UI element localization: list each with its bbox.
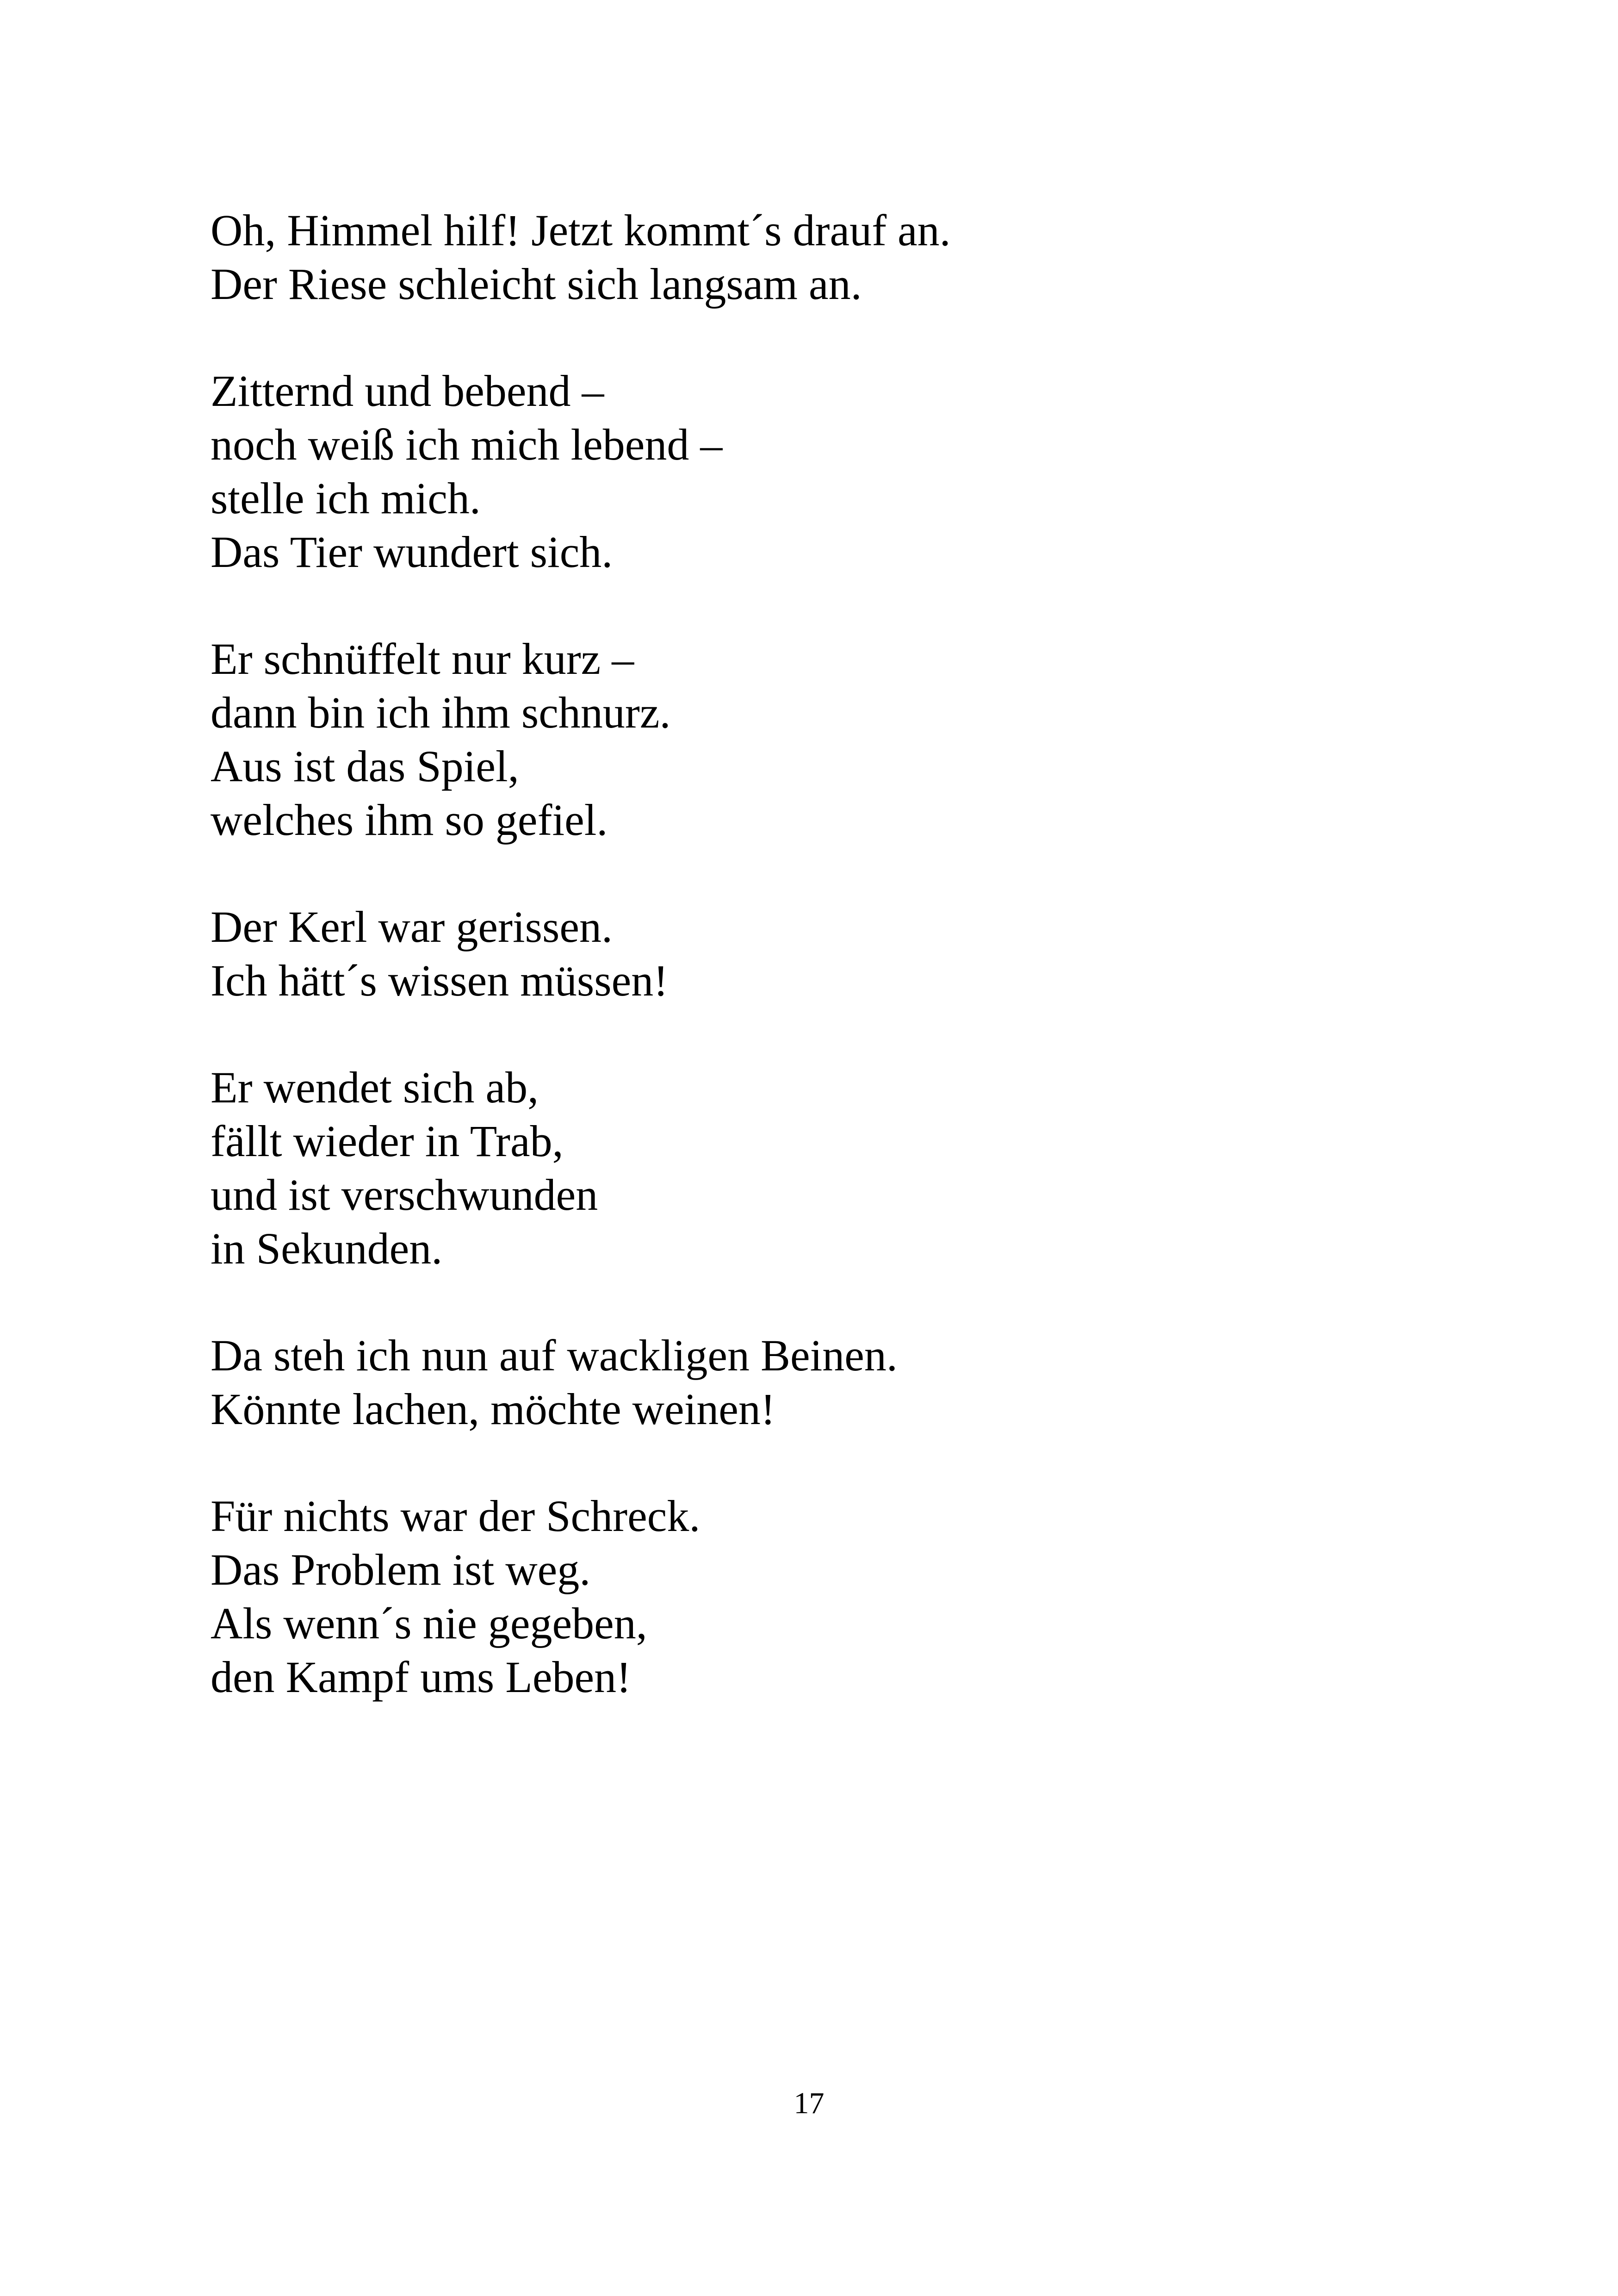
poem-line: Der Riese schleicht sich langsam an.	[211, 259, 862, 309]
poem	[211, 204, 1460, 1757]
poem-line: Ich hätt´s wissen müssen!	[211, 956, 669, 1005]
poem-line: Da steh ich nun auf wackligen Beinen.	[211, 1331, 898, 1380]
poem-line: Das Tier wundert sich.	[211, 527, 613, 577]
stanza-3	[211, 632, 1460, 847]
poem-line: stelle ich mich.	[211, 473, 481, 523]
poem-line: welches ihm so gefiel.	[211, 795, 608, 845]
poem-line: Der Kerl war gerissen.	[211, 902, 613, 952]
poem-line: Zitternd und bebend –	[211, 366, 604, 416]
page-number: 17	[794, 2086, 824, 2120]
stanza-2	[211, 364, 1460, 579]
poem-line: Oh, Himmel hilf! Jetzt kommt´s drauf an.	[211, 205, 951, 255]
poem-line: noch weiß ich mich lebend –	[211, 420, 723, 469]
stanza-4	[211, 900, 1460, 1008]
stanza-1	[211, 204, 1460, 311]
poem-line: Könnte lachen, möchte weinen!	[211, 1384, 775, 1434]
stanza-7	[211, 1489, 1460, 1704]
poem-line: Er wendet sich ab,	[211, 1063, 539, 1112]
poem-line: Als wenn´s nie gegeben,	[211, 1599, 647, 1648]
poem-line: Er schnüffelt nur kurz –	[211, 634, 634, 684]
poem-line: in Sekunden.	[211, 1224, 443, 1273]
poem-line: Aus ist das Spiel,	[211, 741, 519, 791]
poem-line: Das Problem ist weg.	[211, 1545, 591, 1594]
stanza-5	[211, 1061, 1460, 1276]
poem-line: den Kampf ums Leben!	[211, 1652, 632, 1702]
poem-line: dann bin ich ihm schnurz.	[211, 688, 671, 737]
poem-line: Für nichts war der Schreck.	[211, 1491, 701, 1541]
poem-line: und ist verschwunden	[211, 1170, 598, 1220]
stanza-6	[211, 1329, 1460, 1436]
poem-line: fällt wieder in Trab,	[211, 1116, 564, 1166]
